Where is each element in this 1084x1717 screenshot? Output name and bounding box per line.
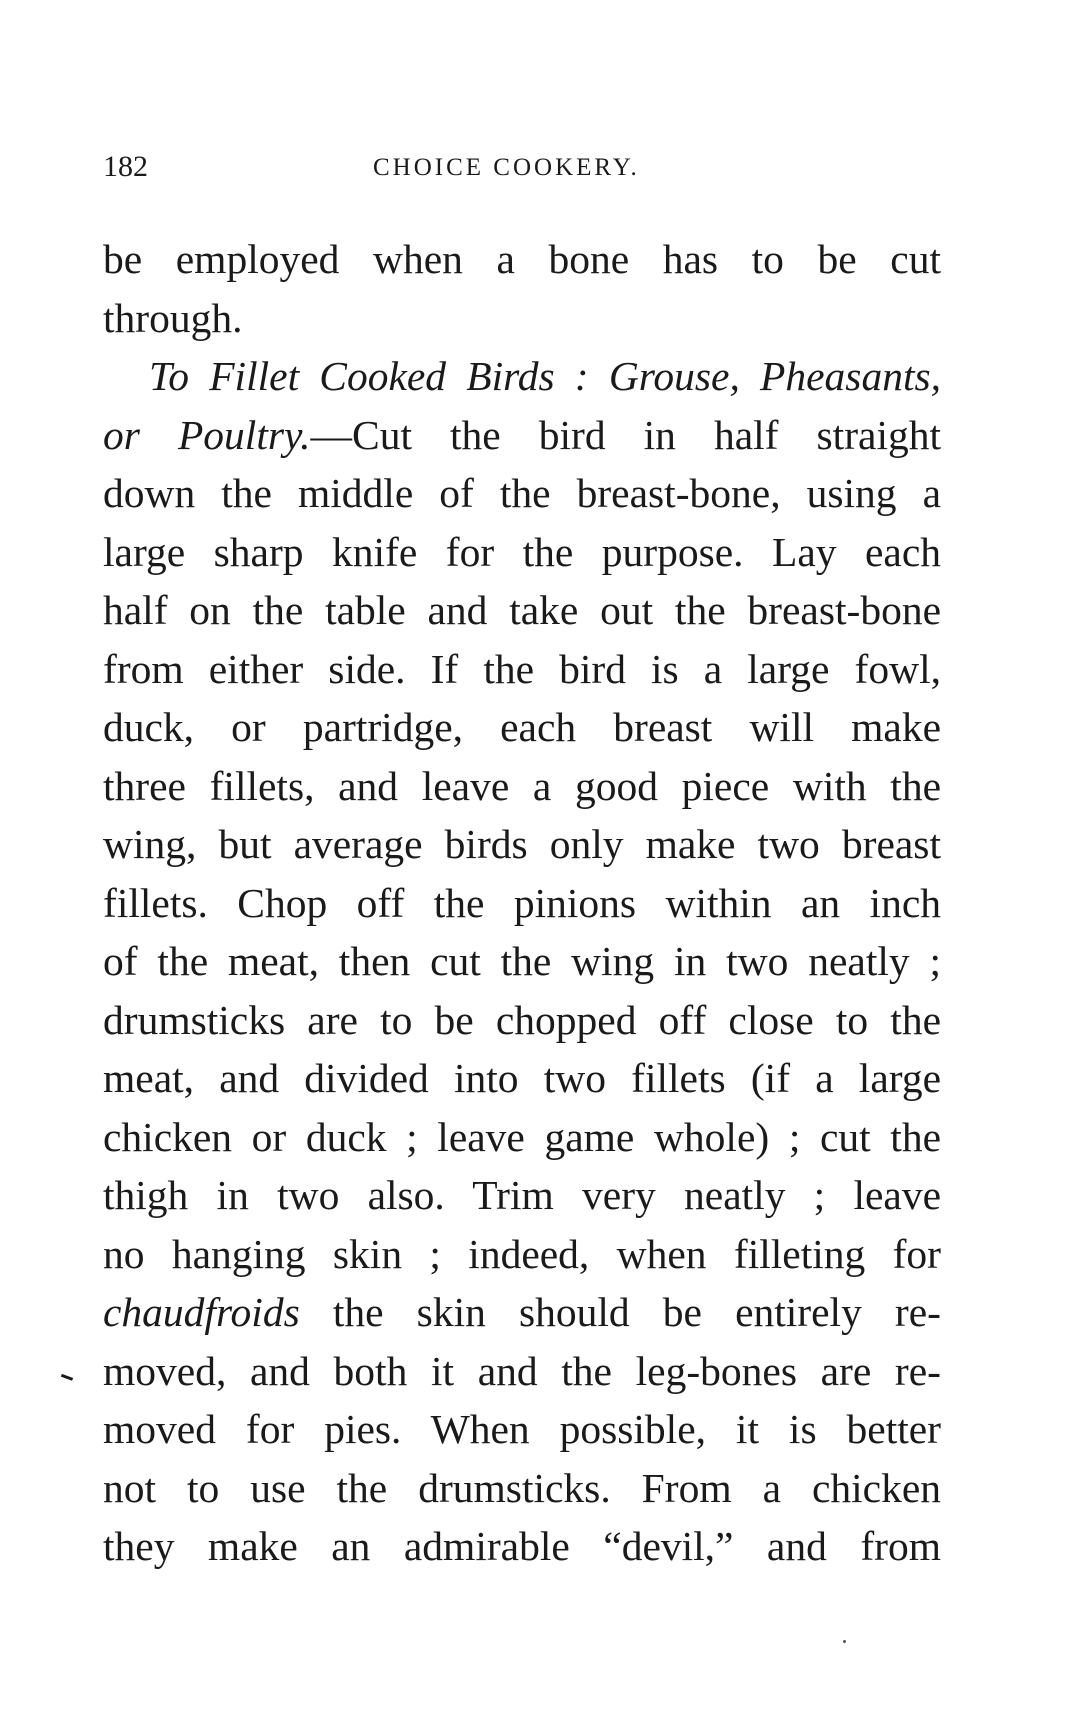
text-line: from either side. If the bird is a large fowl, (103, 645, 941, 692)
text-line: moved, and both it and the leg-bones are re- (103, 1347, 941, 1394)
running-title: CHOICE COOKERY. (373, 154, 640, 181)
text-line: no hanging skin ; indeed, when filleting for (103, 1230, 941, 1277)
section-heading-line (103, 347, 941, 406)
text-line: fillets. Chop off the pinions within an inch (103, 879, 941, 926)
text-line: half on the table and take out the breast-bone (103, 587, 941, 633)
text-line: meat, and divided into two fillets (if a large (103, 1055, 941, 1101)
section-heading: To Fillet Cooked Birds : Grouse, Pheasants, (149, 353, 941, 399)
text-line: moved for pies. When possible, it is better (103, 1406, 941, 1452)
page-number: 182 (103, 150, 148, 183)
text-run: the skin should be entirely re- (299, 1289, 941, 1335)
text-line: drumsticks are to be chopped off close to the (103, 996, 941, 1043)
text-line: duck, or partridge, each breast will make (103, 704, 941, 750)
text-line: be employed when a bone has to be cut (103, 236, 941, 282)
text-line: through. (103, 294, 243, 341)
text-line: they make an admirable “devil,” and from (103, 1523, 941, 1569)
text-line: thigh in two also. Trim very neatly ; leave (103, 1172, 941, 1218)
text-run: —Cut the bird in half straight (310, 411, 941, 458)
margin-mark (61, 1368, 75, 1381)
text-line: chicken or duck ; leave game whole) ; cut the (103, 1113, 941, 1160)
text-line: large sharp knife for the purpose. Lay each (103, 528, 941, 575)
text-line: of the meat, then cut the wing in two neatly ; (103, 938, 941, 984)
text-line (103, 1283, 941, 1342)
italic-term: chaudfroids (103, 1289, 300, 1335)
text-line (103, 406, 941, 465)
text-line: not to use the drumsticks. From a chicken (103, 1464, 941, 1511)
ink-speck (843, 1640, 846, 1643)
text-line: wing, but average birds only make two breast (103, 821, 941, 867)
page-header (103, 150, 935, 190)
text-line: three fillets, and leave a good piece with the (103, 762, 941, 809)
text-line: down the middle of the breast-bone, using a (103, 470, 941, 516)
section-heading-end: or Poultry. (103, 411, 311, 458)
body-text (103, 230, 941, 1576)
